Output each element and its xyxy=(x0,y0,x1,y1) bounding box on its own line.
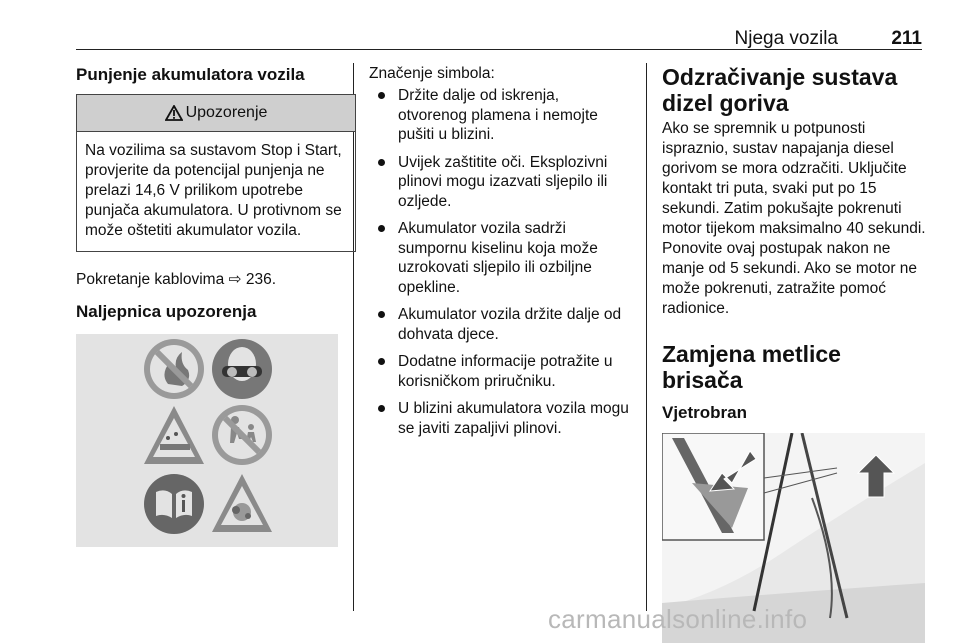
no-flame-icon xyxy=(144,339,204,399)
warning-triangle-icon xyxy=(165,105,183,121)
warning-header xyxy=(77,95,355,132)
read-manual-icon xyxy=(144,474,204,534)
diesel-bleed-text: Ako se spremnik u potpunosti ispraznio, sustav napajanja diesel gorivom se mora odzračiti. Uključite kontakt tri puta, svaki put po 15 sekundi. Zatim pokušajte pokrenuti motor tijekom maksimalno 40 sekundi. Ponovite ovaj postupak nakon ne manje od 5 sekundi. Ako se motor ne može pokrenuti, zatražite pomoć radionice. xyxy=(662,120,926,317)
section-heading-charging: Punjenje akumulatora vozila xyxy=(76,65,305,84)
section-heading-diesel-bleed: Odzračivanje sustava dizel goriva xyxy=(662,64,898,116)
jump-start-page-link[interactable]: 236. xyxy=(245,271,276,288)
list-item: Akumulator vozila držite dalje od dohvata djece. xyxy=(369,305,631,344)
symbol-list xyxy=(369,86,631,438)
bullet-icon xyxy=(378,225,385,232)
column-3 xyxy=(662,64,926,643)
warning-box xyxy=(76,94,356,252)
header-rule xyxy=(76,49,922,50)
subheading-windshield: Vjetrobran xyxy=(662,403,748,422)
page-ref-arrow-icon: ⇨ xyxy=(228,271,242,288)
list-item: Uvijek zaštitite oči. Eksplozivni plinovi mogu izazvati sljepilo ili ozljede. xyxy=(369,153,631,212)
list-item: U blizini akumulatora vozila mogu se javiti zapaljivi plinovi. xyxy=(369,399,631,438)
page-header xyxy=(76,26,922,50)
watermark: carmanualsonline.info xyxy=(548,604,808,634)
list-item: Akumulator vozila sadrži sumpornu kiselinu koja može uzrokovati sljepilo ili ozbiljne opekline. xyxy=(369,219,631,297)
page-number: 211 xyxy=(891,28,922,49)
keep-from-children-icon xyxy=(212,405,272,465)
symbol-meaning-intro: Značenje simbola: xyxy=(369,65,495,82)
bullet-icon xyxy=(378,405,385,412)
column-1 xyxy=(76,64,340,547)
column-2 xyxy=(369,64,631,446)
bullet-icon xyxy=(378,358,385,365)
explosive-warning-icon xyxy=(212,474,272,532)
bullet-icon xyxy=(378,92,385,99)
column-divider-2 xyxy=(646,63,647,611)
bullet-icon xyxy=(378,311,385,318)
warning-text: Na vozilima sa sustavom Stop i Start, provjerite da potencijal punjenja ne prelazi 14,6 V prilikom upotrebe punjača akumulatora. U protivnom se može oštetiti akumulator vozila. xyxy=(85,142,342,239)
list-item: Držite dalje od iskrenja, otvorenog plamena i nemojte pušiti u blizini. xyxy=(369,86,631,145)
warning-label-figure xyxy=(76,334,338,547)
eye-protection-icon xyxy=(212,339,272,399)
section-heading-wiper-replacement: Zamjena metlice brisača xyxy=(662,341,841,393)
section-heading-label: Naljepnica upozorenja xyxy=(76,302,257,321)
jump-start-text: Pokretanje kablovima xyxy=(76,271,225,288)
list-item: Dodatne informacije potražite u korisničkom priručniku. xyxy=(369,352,631,391)
corrosive-warning-icon xyxy=(144,406,204,464)
warning-title: Upozorenje xyxy=(185,104,268,121)
chapter-title: Njega vozila xyxy=(734,28,838,49)
jump-start-reference xyxy=(76,270,340,290)
bullet-icon xyxy=(378,159,385,166)
